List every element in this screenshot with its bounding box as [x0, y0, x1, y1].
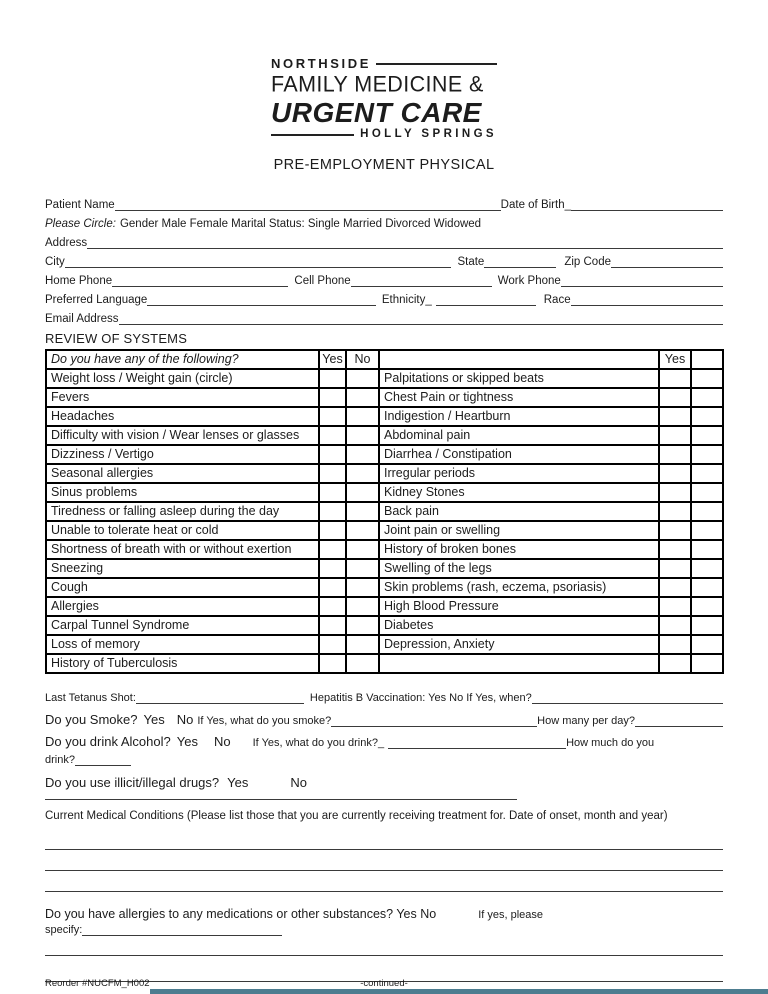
symptom-right: Palpitations or skipped beats	[379, 369, 659, 388]
no-checkbox-cell[interactable]	[346, 521, 379, 540]
yes-checkbox-cell[interactable]	[319, 578, 346, 597]
tetanus-label: Last Tetanus Shot:	[45, 692, 136, 704]
table-row	[46, 521, 723, 540]
no-checkbox-cell[interactable]	[691, 502, 723, 521]
no-checkbox-cell[interactable]	[346, 559, 379, 578]
zip-label: Zip Code	[564, 256, 611, 268]
yes-column-header: Yes	[319, 350, 346, 369]
address-field[interactable]	[87, 235, 723, 249]
header-spacer	[379, 350, 659, 369]
no-checkbox-cell[interactable]	[691, 388, 723, 407]
symptom-left: Unable to tolerate heat or cold	[46, 521, 319, 540]
dob-field[interactable]	[571, 197, 723, 211]
allergy-specify-row	[45, 921, 723, 936]
logo-family-medicine-text: FAMILY MEDICINE &	[271, 71, 484, 97]
state-label: State	[457, 256, 485, 268]
smoke-per-day-field[interactable]	[635, 713, 723, 727]
allergy-if-yes-label: If yes, please	[478, 909, 544, 921]
race-field[interactable]	[571, 292, 723, 306]
yes-checkbox-cell[interactable]	[319, 464, 346, 483]
no-checkbox-cell[interactable]	[346, 445, 379, 464]
no-checkbox-cell[interactable]	[346, 502, 379, 521]
city-field[interactable]	[65, 254, 452, 268]
yes-checkbox-cell[interactable]	[319, 369, 346, 388]
symptom-right: Diarrhea / Constipation	[379, 445, 659, 464]
home-phone-label: Home Phone	[45, 275, 113, 287]
email-field[interactable]	[119, 311, 723, 325]
no-checkbox-cell[interactable]	[346, 483, 379, 502]
circle-row	[45, 211, 723, 230]
city-label: City	[45, 256, 65, 268]
symptom-left: Weight loss / Weight gain (circle)	[46, 369, 319, 388]
address-row	[45, 230, 723, 249]
home-phone-field[interactable]	[112, 273, 288, 287]
logo-rule-bottom	[271, 134, 354, 136]
symptom-left: Sinus problems	[46, 483, 319, 502]
yes-checkbox-cell[interactable]	[659, 521, 691, 540]
no-checkbox-cell[interactable]	[691, 540, 723, 559]
smoke-per-day-label: How many per day?	[537, 715, 635, 727]
no-checkbox-cell[interactable]	[346, 388, 379, 407]
no-checkbox-cell[interactable]	[691, 426, 723, 445]
no-checkbox-cell[interactable]	[346, 426, 379, 445]
yes-checkbox-cell[interactable]	[319, 654, 346, 673]
continued-label: -continued-	[360, 978, 408, 989]
gender-marital-options[interactable]: Gender Male Female Marital Status: Single Married Divorced Widowed	[119, 218, 482, 230]
symptom-right: High Blood Pressure	[379, 597, 659, 616]
city-state-zip-row	[45, 249, 723, 268]
no-checkbox-cell[interactable]	[691, 635, 723, 654]
yes-checkbox-cell[interactable]	[319, 635, 346, 654]
header-question: Do you have any of the following?	[46, 350, 319, 369]
symptom-left: Sneezing	[46, 559, 319, 578]
yes-column-header-right: Yes	[659, 350, 691, 369]
no-column-header: No	[346, 350, 379, 369]
phones-row	[45, 268, 723, 287]
hepatitis-label[interactable]: Hepatitis B Vaccination: Yes No If Yes, when?	[309, 692, 532, 704]
yes-checkbox-cell[interactable]	[319, 407, 346, 426]
no-checkbox-cell[interactable]	[691, 578, 723, 597]
yes-checkbox-cell[interactable]	[659, 388, 691, 407]
no-checkbox-cell[interactable]	[691, 369, 723, 388]
symptom-right: Skin problems (rash, eczema, psoriasis)	[379, 578, 659, 597]
symptom-right: Back pain	[379, 502, 659, 521]
no-checkbox-cell[interactable]	[691, 597, 723, 616]
cell-phone-field[interactable]	[351, 273, 492, 287]
table-row	[46, 578, 723, 597]
table-row	[46, 445, 723, 464]
zip-field[interactable]	[611, 254, 723, 268]
yes-checkbox-cell[interactable]	[659, 445, 691, 464]
review-of-systems-table	[45, 349, 724, 674]
state-field[interactable]	[484, 254, 556, 268]
symptom-right: Diabetes	[379, 616, 659, 635]
email-row	[45, 306, 723, 325]
yes-checkbox-cell[interactable]	[319, 597, 346, 616]
no-checkbox-cell[interactable]	[691, 445, 723, 464]
table-row	[46, 635, 723, 654]
alcohol-detail-label: If Yes, what do you drink?_	[252, 737, 385, 749]
table-row	[46, 559, 723, 578]
yes-checkbox-cell[interactable]	[319, 388, 346, 407]
hepatitis-when-field[interactable]	[532, 690, 723, 704]
symptom-right: Kidney Stones	[379, 483, 659, 502]
yes-checkbox-cell[interactable]	[659, 654, 691, 673]
conditions-line-3[interactable]	[45, 891, 723, 892]
table-row	[46, 407, 723, 426]
yes-checkbox-cell[interactable]	[659, 483, 691, 502]
table-row	[46, 654, 723, 673]
no-checkbox-cell[interactable]	[346, 578, 379, 597]
yes-checkbox-cell[interactable]	[659, 540, 691, 559]
no-checkbox-cell[interactable]	[346, 540, 379, 559]
medication-allergy-question[interactable]: Do you have allergies to any medications or other substances? Yes No	[45, 907, 437, 921]
yes-checkbox-cell[interactable]	[319, 426, 346, 445]
symptom-left: Cough	[46, 578, 319, 597]
logo-bottom-row	[271, 128, 497, 140]
no-checkbox-cell[interactable]	[346, 597, 379, 616]
no-checkbox-cell[interactable]	[691, 521, 723, 540]
yes-checkbox-cell[interactable]	[319, 445, 346, 464]
no-checkbox-cell[interactable]	[691, 464, 723, 483]
allergy-specify-field[interactable]	[82, 922, 282, 936]
logo-top-row	[271, 56, 497, 71]
logo-holly-springs-text: HOLLY SPRINGS	[360, 128, 497, 140]
allergy-line-1[interactable]	[45, 955, 723, 956]
current-conditions-label: Current Medical Conditions (Please list those that you are currently receiving treatment for. Date of onset, month and year)	[45, 810, 668, 822]
yes-checkbox-cell[interactable]	[659, 369, 691, 388]
yes-checkbox-cell[interactable]	[319, 616, 346, 635]
symptom-left: History of Tuberculosis	[46, 654, 319, 673]
symptom-right: Irregular periods	[379, 464, 659, 483]
work-phone-field[interactable]	[561, 273, 723, 287]
medication-allergy-row	[45, 905, 723, 921]
no-checkbox-cell[interactable]	[691, 654, 723, 673]
table-row	[46, 616, 723, 635]
logo-rule-top	[376, 63, 497, 65]
no-checkbox-cell[interactable]	[691, 559, 723, 578]
patient-name-row	[45, 192, 723, 211]
yes-checkbox-cell[interactable]	[659, 597, 691, 616]
patient-name-field[interactable]	[115, 197, 501, 211]
patient-info-section	[45, 192, 723, 325]
dob-label: Date of Birth_	[500, 199, 571, 211]
yes-checkbox-cell[interactable]	[659, 559, 691, 578]
conditions-line-1[interactable]	[45, 849, 723, 850]
symptom-right: Swelling of the legs	[379, 559, 659, 578]
alcohol-no-option[interactable]: No	[213, 734, 231, 749]
alcohol-wrap-row	[45, 749, 723, 766]
drugs-no-option[interactable]: No	[290, 775, 307, 790]
preferred-language-field[interactable]	[147, 292, 376, 306]
no-checkbox-cell[interactable]	[691, 616, 723, 635]
no-checkbox-cell[interactable]	[346, 654, 379, 673]
smoke-row	[45, 704, 723, 727]
alcohol-amount-label: How much do you	[566, 737, 655, 749]
symptom-right: Joint pain or swelling	[379, 521, 659, 540]
drugs-detail-line[interactable]	[45, 799, 517, 800]
yes-checkbox-cell[interactable]	[319, 521, 346, 540]
smoke-detail-label: If Yes, what do you smoke?	[197, 715, 332, 727]
email-label: Email Address	[45, 313, 119, 325]
table-row	[46, 369, 723, 388]
tetanus-field[interactable]	[136, 690, 304, 704]
alcohol-question: Do you drink Alcohol?	[45, 734, 171, 749]
tetanus-row	[45, 683, 723, 704]
symptom-left: Dizziness / Vertigo	[46, 445, 319, 464]
symptom-left: Fevers	[46, 388, 319, 407]
work-phone-label: Work Phone	[497, 275, 561, 287]
drugs-question: Do you use illicit/illegal drugs?	[45, 775, 220, 790]
symptom-right: Depression, Anxiety	[379, 635, 659, 654]
yes-checkbox-cell[interactable]	[319, 559, 346, 578]
conditions-line-2[interactable]	[45, 870, 723, 871]
reorder-number: Reorder #NUCFM_H002	[45, 978, 150, 989]
yes-checkbox-cell[interactable]	[659, 578, 691, 597]
no-column-header-right	[691, 350, 723, 369]
cell-phone-label: Cell Phone	[294, 275, 351, 287]
no-checkbox-cell[interactable]	[346, 369, 379, 388]
symptom-right	[379, 654, 659, 673]
yes-checkbox-cell[interactable]	[319, 483, 346, 502]
symptom-left: Shortness of breath with or without exertion	[46, 540, 319, 559]
no-checkbox-cell[interactable]	[346, 407, 379, 426]
table-row	[46, 540, 723, 559]
yes-checkbox-cell[interactable]	[659, 464, 691, 483]
no-checkbox-cell[interactable]	[346, 616, 379, 635]
smoke-no-option[interactable]: No	[176, 712, 194, 727]
review-of-systems-heading: REVIEW OF SYSTEMS	[45, 331, 188, 346]
smoke-question: Do you Smoke?	[45, 712, 138, 727]
table-row	[46, 426, 723, 445]
drugs-row	[45, 768, 723, 790]
alcohol-row	[45, 727, 723, 749]
yes-checkbox-cell[interactable]	[659, 616, 691, 635]
alcohol-yes-option[interactable]: Yes	[176, 734, 198, 749]
no-checkbox-cell[interactable]	[346, 464, 379, 483]
symptom-right: Chest Pain or tightness	[379, 388, 659, 407]
form-title: PRE-EMPLOYMENT PHYSICAL	[273, 157, 495, 173]
symptom-left: Allergies	[46, 597, 319, 616]
yes-checkbox-cell[interactable]	[659, 407, 691, 426]
table-row	[46, 483, 723, 502]
symptom-left: Tiredness or falling asleep during the day	[46, 502, 319, 521]
bottom-accent-bar	[150, 989, 768, 994]
symptom-left: Headaches	[46, 407, 319, 426]
table-header-row	[46, 350, 723, 369]
ethnicity-field[interactable]	[436, 292, 536, 306]
logo-urgent-care-text: URGENT CARE	[271, 97, 482, 128]
yes-checkbox-cell[interactable]	[319, 502, 346, 521]
symptom-right: History of broken bones	[379, 540, 659, 559]
symptom-left: Seasonal allergies	[46, 464, 319, 483]
please-circle-label: Please Circle:	[45, 218, 116, 230]
yes-checkbox-cell[interactable]	[319, 540, 346, 559]
symptom-left: Difficulty with vision / Wear lenses or glasses	[46, 426, 319, 445]
logo-northside-text: NORTHSIDE	[271, 56, 371, 71]
ethnicity-label: Ethnicity_	[381, 294, 432, 306]
symptom-left: Loss of memory	[46, 635, 319, 654]
symptom-right: Abdominal pain	[379, 426, 659, 445]
smoke-detail-field[interactable]	[331, 713, 537, 727]
no-checkbox-cell[interactable]	[691, 483, 723, 502]
preferred-language-label: Preferred Language	[45, 294, 148, 306]
race-label: Race	[543, 294, 571, 306]
no-checkbox-cell[interactable]	[346, 635, 379, 654]
alcohol-detail-field[interactable]	[388, 735, 566, 749]
table-row	[46, 597, 723, 616]
alcohol-amount-field[interactable]	[75, 752, 131, 766]
no-checkbox-cell[interactable]	[691, 407, 723, 426]
table-row	[46, 502, 723, 521]
allergy-specify-label: specify:	[45, 924, 83, 936]
language-ethnicity-race-row	[45, 287, 723, 306]
symptom-left: Carpal Tunnel Syndrome	[46, 616, 319, 635]
yes-checkbox-cell[interactable]	[659, 635, 691, 654]
yes-checkbox-cell[interactable]	[659, 502, 691, 521]
clinic-logo	[271, 56, 497, 140]
smoke-yes-option[interactable]: Yes	[143, 712, 165, 727]
history-section	[45, 683, 723, 994]
symptom-right: Indigestion / Heartburn	[379, 407, 659, 426]
alcohol-drink-wrap-label: drink?	[45, 754, 75, 766]
yes-checkbox-cell[interactable]	[659, 426, 691, 445]
table-row	[46, 388, 723, 407]
patient-name-label: Patient Name	[45, 199, 115, 211]
address-label: Address	[45, 237, 88, 249]
table-row	[46, 464, 723, 483]
drugs-yes-option[interactable]: Yes	[227, 775, 249, 790]
